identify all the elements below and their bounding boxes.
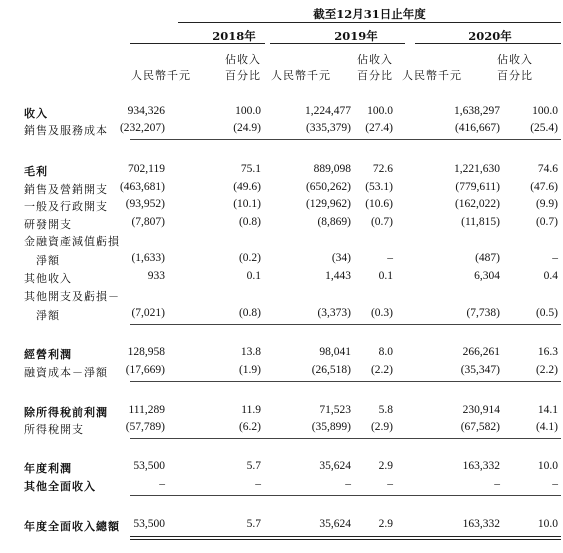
table-row-gross-profit: [0, 163, 563, 178]
cell-2020-pct: (47.6): [530, 181, 558, 193]
cell-2018-amount: (463,681): [119, 181, 165, 193]
cell-2020-amount: 163,332: [462, 518, 500, 530]
cell-2020-pct: (25.4): [530, 122, 558, 134]
period-underline: [178, 22, 561, 23]
cell-2019-amount: 71,523: [319, 404, 351, 416]
cell-2020-pct: 10.0: [537, 518, 558, 530]
cell-2018-pct: (1.9): [238, 364, 261, 376]
cell-2019-pct: (0.7): [370, 216, 393, 228]
row-label: 其他全面收入: [24, 480, 96, 493]
cell-2020-pct: 16.3: [537, 346, 558, 358]
row-label: 銷售及服務成本: [24, 124, 108, 137]
cell-2019-pct: 2.9: [378, 460, 393, 472]
cell-2018-amount: (57,789): [125, 421, 165, 433]
cell-2020-amount: (67,582): [460, 421, 500, 433]
table-row-rnd-expenses: [0, 216, 563, 231]
cell-2018-pct: 11.9: [241, 404, 261, 416]
cell-2020-amount: 1,638,297: [454, 105, 500, 117]
cell-2019-pct: 100.0: [367, 105, 393, 117]
cell-2020-pct: (2.2): [535, 364, 558, 376]
row-label: 淨額: [36, 254, 60, 267]
cell-2020-amount: 230,914: [462, 404, 500, 416]
table-row-other-expenses-label: [0, 288, 563, 303]
cell-2018-pct: 5.7: [246, 518, 261, 530]
cell-2018-pct: (0.2): [238, 252, 261, 264]
cell-2018-amount: (232,207): [119, 122, 165, 134]
row-label: 所得稅開支: [24, 423, 84, 436]
cell-2018-pct: 75.1: [240, 163, 261, 175]
row-label: 研發開支: [24, 218, 72, 231]
table-row-other-comprehensive-income: [0, 478, 563, 493]
cell-2019-amount: 35,624: [319, 518, 351, 530]
cell-2019-pct: (10.6): [365, 198, 393, 210]
cell-2020-amount: (779,611): [455, 181, 500, 193]
row-label: 年度全面收入總額: [24, 520, 120, 533]
cell-2020-pct: –: [552, 478, 558, 490]
year-2020-header: 2020年: [468, 29, 512, 43]
cell-2018-pct: (10.1): [233, 198, 261, 210]
table-row-impairment-net: [0, 252, 563, 267]
cell-2018-pct: 5.7: [246, 460, 261, 472]
row-label: 融資成本－淨額: [24, 366, 108, 379]
table-row-admin-expenses: [0, 198, 563, 213]
cell-2018-amount: 702,119: [128, 163, 165, 175]
cell-2020-amount: (416,667): [454, 122, 500, 134]
cell-2020-pct: 14.1: [537, 404, 558, 416]
cell-2018-pct: 13.8: [240, 346, 261, 358]
table-row-selling-expenses: [0, 181, 563, 196]
cell-2018-amount: 128,958: [127, 346, 165, 358]
year-2018-underline: [130, 43, 265, 44]
cell-2018-pct: (49.6): [233, 181, 261, 193]
cell-2020-amount: (162,022): [454, 198, 500, 210]
cell-2018-amount: 53,500: [133, 518, 165, 530]
cell-2019-amount: (26,518): [311, 364, 351, 376]
cell-2019-amount: 35,624: [319, 460, 351, 472]
unit-header-2018: 人民幣千元: [131, 69, 191, 82]
cell-2018-pct: (0.8): [238, 307, 261, 319]
cell-2020-amount: 266,261: [462, 346, 500, 358]
cell-2020-amount: (487): [475, 252, 500, 264]
row-label: 一般及行政開支: [24, 200, 108, 213]
cell-2019-pct: 5.8: [378, 404, 393, 416]
cell-2019-pct: (27.4): [365, 122, 393, 134]
cell-2018-amount: 933: [147, 270, 165, 282]
pct-header-2019-line1: 佔收入: [357, 53, 393, 66]
cell-2019-amount: –: [345, 478, 351, 490]
year-2018-header: 2018年: [212, 29, 256, 43]
cell-2018-pct: (24.9): [233, 122, 261, 134]
cell-2020-amount: (7,738): [466, 307, 500, 319]
cell-2019-pct: (2.2): [370, 364, 393, 376]
row-label: 經營利潤: [24, 348, 72, 361]
cell-2020-pct: (4.1): [535, 421, 558, 433]
pct-header-2018-line2: 百分比: [225, 69, 261, 82]
cell-2018-amount: 53,500: [133, 460, 165, 472]
period-header: 截至12月31日止年度: [313, 7, 426, 21]
cell-2019-amount: 98,041: [319, 346, 351, 358]
row-label: 銷售及營銷開支: [24, 183, 108, 196]
cell-2019-amount: (8,869): [317, 216, 351, 228]
cell-2019-amount: (650,262): [305, 181, 351, 193]
cell-2018-amount: (17,669): [125, 364, 165, 376]
row-separator: [130, 139, 561, 140]
year-2019-underline: [270, 43, 405, 44]
cell-2018-amount: (7,021): [131, 307, 165, 319]
cell-2019-amount: (129,962): [305, 198, 351, 210]
cell-2018-amount: –: [159, 478, 165, 490]
table-row-cost-of-sales: [0, 122, 563, 137]
cell-2020-pct: (0.7): [535, 216, 558, 228]
cell-2018-pct: (0.8): [238, 216, 261, 228]
cell-2019-pct: 8.0: [378, 346, 393, 358]
row-label: 淨額: [36, 309, 60, 322]
cell-2020-pct: 74.6: [537, 163, 558, 175]
cell-2020-amount: 163,332: [462, 460, 500, 472]
cell-2018-amount: 111,289: [128, 404, 165, 416]
cell-2019-pct: (0.3): [370, 307, 393, 319]
cell-2019-pct: 2.9: [378, 518, 393, 530]
pct-header-2019-line2: 百分比: [357, 69, 393, 82]
row-label: 其他收入: [24, 272, 72, 285]
cell-2019-amount: (3,373): [317, 307, 351, 319]
table-row-operating-profit: [0, 346, 563, 361]
pct-header-2018-line1: 佔收入: [225, 53, 261, 66]
cell-2018-pct: 100.0: [235, 105, 261, 117]
row-separator: [130, 381, 561, 382]
row-separator: [130, 324, 561, 325]
cell-2019-pct: –: [387, 478, 393, 490]
cell-2020-amount: 6,304: [474, 270, 500, 282]
table-row-other-expenses-net: [0, 307, 563, 322]
row-label: 除所得稅前利潤: [24, 406, 108, 419]
table-row-finance-costs: [0, 364, 563, 379]
table-row-other-income: [0, 270, 563, 285]
cell-2020-amount: 1,221,630: [454, 163, 500, 175]
cell-2019-amount: 889,098: [313, 163, 351, 175]
cell-2020-pct: (9.9): [535, 198, 558, 210]
cell-2018-amount: (93,952): [125, 198, 165, 210]
cell-2019-pct: 0.1: [378, 270, 393, 282]
year-2020-underline: [415, 43, 561, 44]
table-row-revenue: [0, 105, 563, 120]
cell-2020-amount: (11,815): [461, 216, 500, 228]
row-separator: [130, 438, 561, 439]
cell-2019-amount: 1,443: [325, 270, 351, 282]
table-row-total-comprehensive-income: [0, 518, 563, 533]
cell-2019-pct: 72.6: [372, 163, 393, 175]
cell-2020-pct: (0.5): [535, 307, 558, 319]
row-label: 年度利潤: [24, 462, 72, 475]
row-label: 收入: [24, 107, 48, 120]
cell-2019-pct: (53.1): [365, 181, 393, 193]
table-row-profit-for-year: [0, 460, 563, 475]
cell-2019-amount: (35,899): [311, 421, 351, 433]
pct-header-2020-line2: 百分比: [497, 69, 533, 82]
cell-2020-pct: 0.4: [543, 270, 558, 282]
pct-header-2020-line1: 佔收入: [497, 53, 533, 66]
double-underline-bottom: [130, 539, 561, 540]
unit-header-2019: 人民幣千元: [271, 69, 331, 82]
cell-2018-amount: (7,807): [131, 216, 165, 228]
cell-2019-amount: (335,379): [305, 122, 351, 134]
cell-2020-pct: 10.0: [537, 460, 558, 472]
year-2019-header: 2019年: [334, 29, 378, 43]
cell-2019-amount: (34): [331, 252, 351, 264]
cell-2018-pct: (6.2): [238, 421, 261, 433]
unit-header-2020: 人民幣千元: [402, 69, 462, 82]
cell-2018-pct: –: [255, 478, 261, 490]
cell-2020-amount: –: [494, 478, 500, 490]
cell-2019-pct: –: [387, 252, 393, 264]
table-row-income-tax: [0, 421, 563, 436]
cell-2018-amount: (1,633): [131, 252, 165, 264]
table-row-profit-before-tax: [0, 404, 563, 419]
double-underline-top: [130, 536, 561, 537]
cell-2018-pct: 0.1: [246, 270, 261, 282]
cell-2020-pct: –: [552, 252, 558, 264]
row-separator: [130, 495, 561, 496]
row-label: 其他開支及虧損－: [24, 290, 120, 303]
cell-2020-amount: (35,347): [460, 364, 500, 376]
row-label: 金融資產減值虧損: [24, 235, 120, 248]
cell-2020-pct: 100.0: [532, 105, 558, 117]
cell-2018-amount: 934,326: [127, 105, 165, 117]
table-row-impairment-label: [0, 233, 563, 248]
row-label: 毛利: [24, 165, 48, 178]
cell-2019-pct: (2.9): [370, 421, 393, 433]
cell-2019-amount: 1,224,477: [305, 105, 351, 117]
